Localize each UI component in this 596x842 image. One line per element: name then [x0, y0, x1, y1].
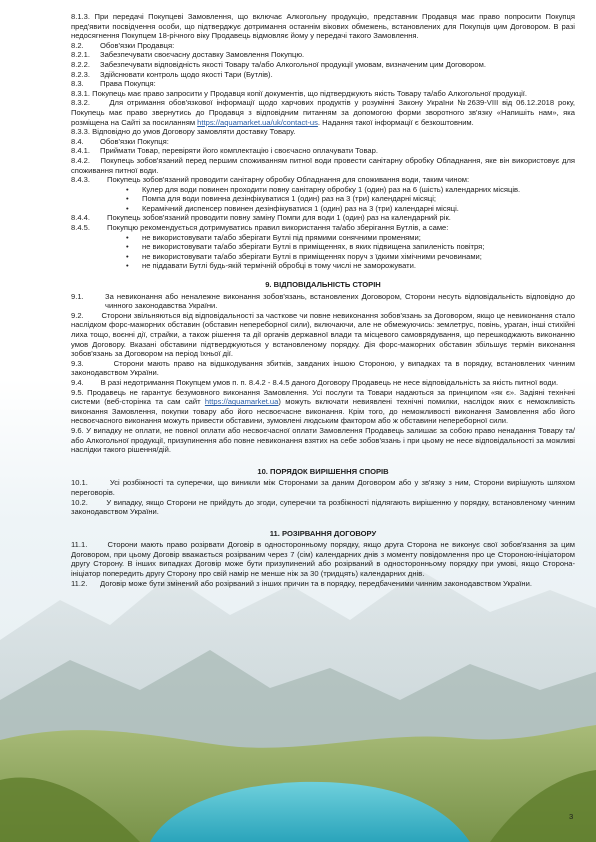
clause-text: Сторони мають право на відшкодування збитків, завданих іншою Стороною, у випадках та в порядку, встановлених чинним законодавством України. [71, 358, 575, 378]
section-11-heading: 11. РОЗІРВАННЯ ДОГОВОРУ [269, 528, 377, 538]
clause-9-1 [71, 292, 575, 311]
clause-number: 9.2. [71, 310, 84, 320]
clause-number: 9.1. [71, 291, 84, 301]
clause-number: 8.4.2. [71, 155, 90, 165]
clause-number: 10.1. [71, 478, 88, 488]
clause-text: Обов'язки Покупця: [100, 136, 169, 146]
clause-9-3 [71, 359, 575, 378]
clause-8-2-2 [71, 60, 575, 70]
clause-text: Забезпечувати своєчасну доставку Замовлення Покупцю. [100, 50, 305, 60]
list-item: • не використовувати та/або зберігати Бутлі в приміщеннях, в яких підвищена запиленість повітря; [126, 242, 575, 252]
clause-text: 9.6. У випадку не оплати, не повної оплати або несвоєчасної оплати Замовлення Продавець залишає за собою право ненадання Товару та/або Алкогольної продукції, призупинення або повне невиконання взятих на себе зобов'язань і при цьому не несе відповідальності за можливі наслідки такого рішення/дій. [71, 425, 575, 455]
clause-8-3 [71, 79, 575, 89]
clause-10-1 [71, 478, 575, 497]
clause-text: 9.5. Продавець не гарантує безумовного виконання Замовлення. Усі послуги та Товари надаються за принципом «як є». Задіяні технічні системи (веб-сторінка та сам сайт [71, 387, 575, 407]
clause-9-4 [71, 378, 575, 388]
contact-us-link[interactable]: https://aquamarket.ua/uk/contact-us [197, 117, 318, 127]
clause-number: 8.3.1. [71, 88, 90, 98]
clause-text: Відповідно до умов Договору замовляти доставку Товару. [92, 127, 296, 137]
clause-8-4-1 [71, 146, 575, 156]
clause-text: При передачі Покупцеві Замовлення, що включає Алкогольну продукцію, представник Продавця має право попросити Покупця пред'явити посвідчення особи, що підтверджує дотримання останнім вікових обмежень, встановлених для Покупців цим Договором. В разі недосягнення Покупцем 18-річного віку Продавець відмовляє йому у передачі такого Замовлення. [71, 12, 575, 41]
clause-text: Забезпечувати відповідність якості Товару та/або Алкогольної продукції умовам, визначеним цим Договором. [100, 59, 486, 69]
list-item: • не використовувати та/або зберігати Бутлі в приміщеннях поруч з їдкими хімічними речовинами; [126, 252, 575, 262]
clause-11-1 [71, 540, 575, 578]
clause-8-2-3 [71, 70, 575, 80]
clause-text: . Надання такої інформації є безкоштовним. [317, 117, 474, 127]
clause-text: Обов'язки Продавця: [100, 40, 175, 50]
clause-8-4-4 [71, 213, 575, 223]
clause-number: 8.2.2. [71, 59, 90, 69]
clause-number: 8.3.3. [71, 127, 90, 137]
clause-number: 8.4.3. [71, 175, 90, 185]
clause-8-3-3 [71, 127, 575, 137]
clause-8-2-1 [71, 50, 575, 60]
list-item: • Керамічний диспенсер повинен дезінфікуватися 1 (один) раз на 3 (три) календарні місяці. [126, 204, 575, 214]
clause-8-4 [71, 137, 575, 147]
clause-8-4-5 [71, 223, 575, 233]
clause-number: 8.2.1. [71, 50, 90, 60]
clause-8-3-2 [71, 98, 575, 127]
aquamarket-site-link[interactable]: https://aquamarket.ua [204, 397, 279, 407]
clause-number: 8.4.4. [71, 213, 90, 223]
clause-text: Договір може бути змінений або розірваний з інших причин та в порядку, передбаченими чинним законодавством України. [100, 578, 532, 588]
clause-text: Здійснювати контроль щодо якості Тари (Бутлів). [100, 69, 273, 79]
page-number: 3 [569, 812, 574, 821]
clause-number: 10.2. [71, 497, 88, 507]
clause-text: Права Покупця: [100, 79, 156, 89]
section-9-heading: 9. ВІДПОВІДАЛЬНІСТЬ СТОРІН [265, 280, 381, 290]
clause-text: Для отримання обов'язкової інформації щодо харчових продуктів у розумінні Закону України №2639-VIII від 06.12.2018 року, Покупець має право звернутись до Продавця з відповідним питанням за допомогою форми зворотного зв'язку «Напишіть нам», яка розміщена на Сайті за посиланням [71, 98, 575, 127]
clause-9-5 [71, 388, 575, 426]
section-10-heading: 10. ПОРЯДОК ВИРІШЕННЯ СПОРІВ [257, 466, 389, 476]
clause-8-3-1 [71, 89, 575, 99]
list-item: • не використовувати та/або зберігати Бутлі під прямими сонячними променями; [126, 233, 575, 243]
clause-text: Сторони мають право розірвати Договір в односторонньому порядку, якщо друга Сторона не виконує свої зобов'язання за цим Договором, при цьому Договір вважається розірваним через 7 (сім) календарних днів з моменту повідомлення про це Стороною-ініціатором другу Сторону. В інших випадках Договір може бути призупинений або розірваний в односторонньому порядку при умові, якщо Сторона-ініціатор попередить другу Сторону про свій намір не менше ніж за 30 (тридцять) календарних днів. [71, 540, 575, 579]
clause-10-2 [71, 498, 575, 517]
clause-number: 9.4. [71, 377, 84, 387]
clause-number: 8.2.3. [71, 69, 90, 79]
clause-text: В разі недотримання Покупцем умов п. п. 8.4.2 - 8.4.5 даного Договору Продавець не несе відповідальність за якість питної води. [100, 377, 559, 387]
clause-number: 8.4.1. [71, 146, 90, 156]
contract-page-body [71, 12, 575, 588]
clause-number: 9.3. [71, 358, 84, 368]
clause-8-1-3 [71, 12, 575, 41]
clause-number: 8.3. [71, 79, 84, 89]
clause-8-2 [71, 41, 575, 51]
sanitation-bullet-list [71, 185, 575, 214]
list-item: • Помпа для води повинна дезінфікуватися 1 (один) раз на 3 (три) календарні місяці; [126, 194, 575, 204]
clause-text: Покупцю рекомендується дотримуватись правил використання та/або зберігання Бутлів, а саме: [107, 223, 449, 233]
clause-number: 11.2. [71, 578, 88, 588]
clause-11-2 [71, 579, 575, 589]
list-item: • не піддавати Бутлі будь-якій термічній обробці в тому числі не заморожувати. [126, 261, 575, 271]
clause-number: 8.4. [71, 136, 84, 146]
clause-text: Сторони звільняються від відповідальності за часткове чи повне невиконання зобов'язань за Договором, якщо це невиконання стало наслідком форс-мажорних обставин (обставин непереборної сили), включаючи, але не обмежуючись: землетрус, повінь, ураган, інші стихійні лиха тощо, воєнні дії, страйки, а також рішення та дії органів державної влади та місцевого самоврядування, що перешкоджають виконанню умов Договору. Вказані обставини підтверджуються у встановленому порядку. Дія форс-мажорних обставин збільшує термін виконання зобов'язань за Договором на період їхньої дії. [71, 310, 575, 359]
clause-text: Покупець зобов'язаний перед першим споживанням питної води провести санітарну обробку Обладнання, яке він використовує для споживання питної води. [71, 155, 575, 175]
bottle-storage-bullet-list [71, 233, 575, 271]
clause-text: ) можуть включати невиявлені технічні помилки, наслідок яких є неможливість виконання Замовлення, покупки товару або його несвоєчасне виконання. Крім того, до неможливості виконання Замовлення або його несвоєчасного виконання можуть привести обставини, зумовлені людським фактором або ж обставини непереборної сили. [71, 397, 575, 426]
clause-text: Покупець має право запросити у Продавця копії документів, що підтверджують якість Товару та/або Алкогольної продукції. [92, 88, 528, 98]
clause-8-4-2 [71, 156, 575, 175]
clause-9-6 [71, 426, 575, 455]
list-item: • Кулер для води повинен проходити повну санітарну обробку 1 (один) раз на 6 (шість) календарних місяців. [126, 185, 575, 195]
clause-number: 8.2. [71, 40, 84, 50]
clause-text: За невиконання або неналежне виконання зобов'язань, встановлених Договором, Сторони несуть відповідальність відповідно до чинного законодавства України. [105, 291, 575, 311]
clause-8-4-3 [71, 175, 575, 185]
clause-text: Усі розбіжності та суперечки, що виникли між Сторонами за даним Договором або у зв'язку з ним, Сторони вирішують шляхом переговорів. [71, 478, 575, 497]
clause-number: 8.1.3. [71, 12, 90, 21]
clause-9-2 [71, 311, 575, 359]
clause-text: Покупець зобов'язаний проводити повну заміну Помпи для води 1 (один) раз на календарний рік. [107, 213, 451, 223]
clause-number: 8.4.5. [71, 223, 90, 233]
clause-number: 8.3.2. [71, 98, 90, 108]
clause-text: Приймати Товар, перевіряти його комплектацію і своєчасно оплачувати Товар. [100, 146, 378, 156]
clause-text: Покупець зобов'язаний проводити санітарну обробку Обладнання для споживання води, таким чином: [107, 175, 470, 185]
clause-text: У випадку, якщо Сторони не прийдуть до згоди, суперечки та розбіжності підлягають вирішенню у порядку, встановленому чинним законодавством України. [71, 497, 575, 517]
clause-number: 11.1. [71, 540, 88, 550]
